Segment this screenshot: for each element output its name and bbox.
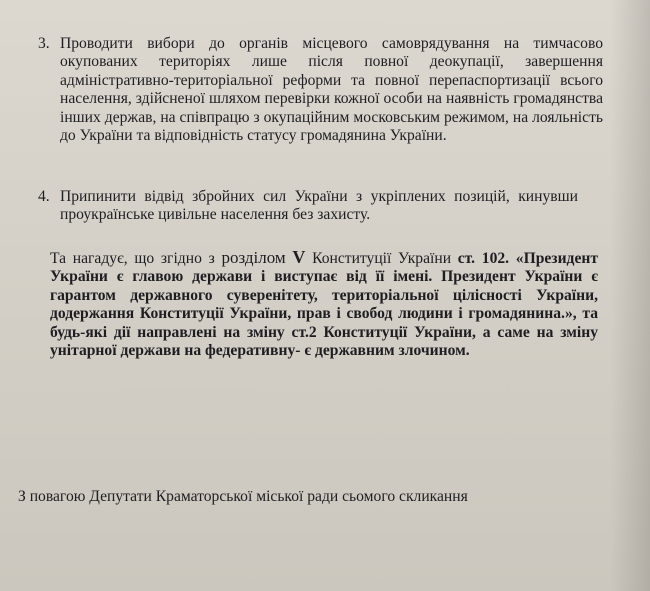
list-item-number: 4. — [38, 188, 50, 205]
paragraph-conclusion: , та будь-які дії направлені на зміну ст.2 Конституції України, а саме на зміну унітарної держави на федеративну- є державним злочином. — [50, 305, 598, 360]
section-word: розділом — [221, 248, 286, 267]
list-item-number: 3. — [38, 35, 50, 52]
list-item-3 — [38, 35, 603, 145]
signature-line: З повагою Депутати Краматорської міської ради сьомого скликання — [18, 488, 468, 505]
paragraph-middle: Конституції України — [305, 250, 458, 267]
constitution-quote: «Президент України є главою держави і виступає від її імені. Президент України є гарантом державного суверенітету, територіальної цілісності України, додержання Конституції України, прав і свобод людини і громадянина.» — [50, 250, 599, 323]
section-numeral: V — [292, 247, 306, 267]
article-reference: ст. 102. — [457, 250, 510, 267]
constitution-paragraph — [50, 248, 598, 360]
paragraph-intro: Та нагадує, що згідно з — [50, 250, 222, 267]
list-item-text: Проводити вибори до органів місцевого самоврядування на тимчасово окупованих територіях лише після повної деокупації, завершення адміністративно-територіальної реформи та повної перепаспортизації всього населення, здійсненої шляхом перевірки кожної особи на наявність громадянства інших держав, на співпрацю з окупаційним московським режимом, на лояльність до України та відповідність статусу громадянина України. — [60, 35, 603, 145]
list-item-text: Припинити відвід збройних сил України з укріплених позицій, кинувши проукраїнське цивільне населення без захисту. — [60, 188, 578, 224]
list-item-4 — [38, 188, 578, 225]
